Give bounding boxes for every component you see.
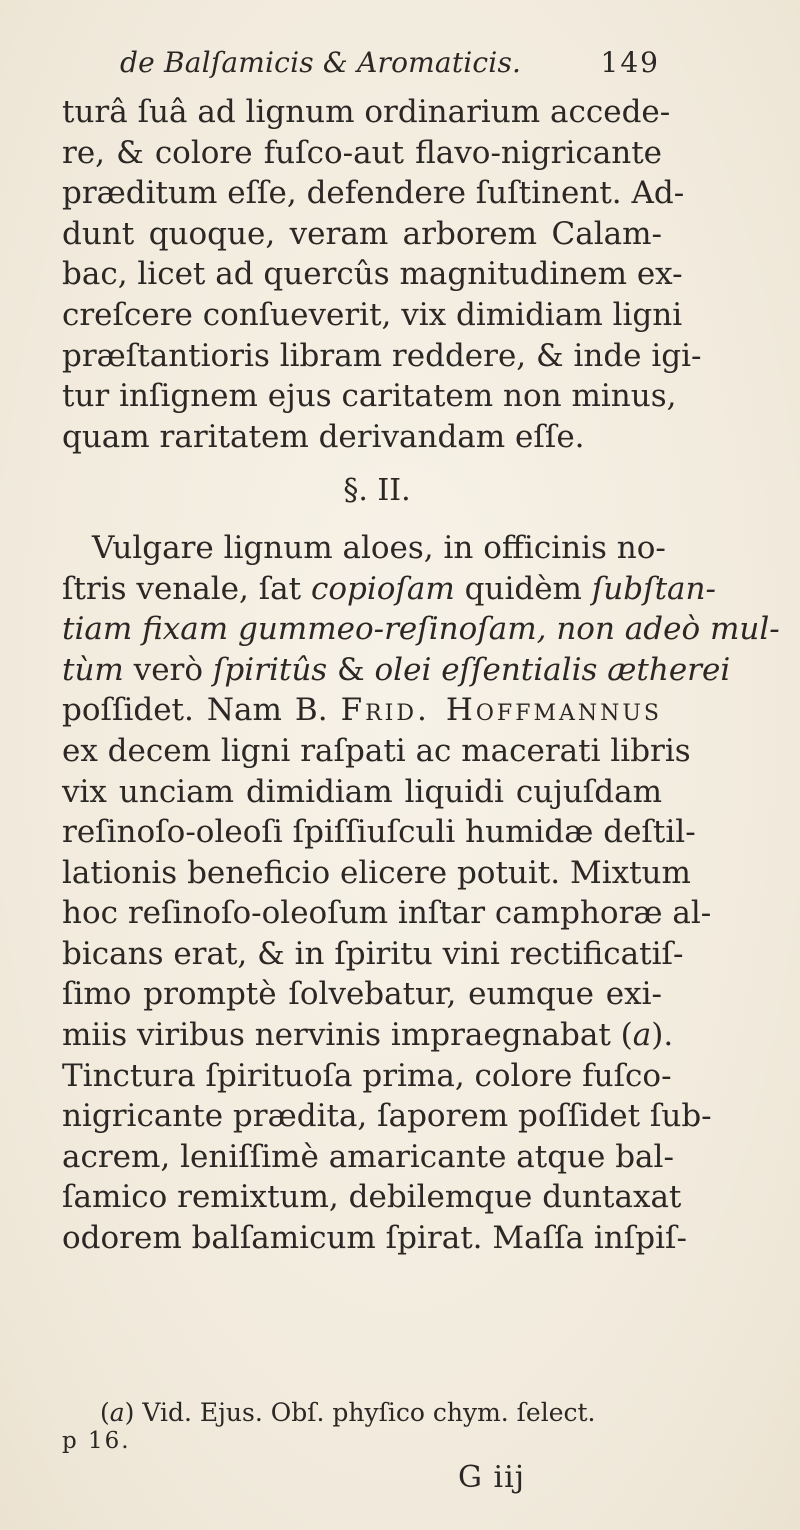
text-run: miis viribus nervinis impraegnabat (: [62, 1017, 633, 1054]
text-run: verò: [123, 651, 213, 688]
section-heading: §. II.: [343, 473, 411, 509]
italic-run: ſubſtan-: [591, 570, 716, 607]
text-line: bac, licet ad quercûs magnitudinem ex-: [62, 256, 683, 293]
text-line: [62, 1015, 674, 1056]
text-line: ſimo promptè ſolvebatur, eumque exi-: [62, 976, 662, 1013]
footnote-reference[interactable]: a: [632, 1017, 652, 1054]
text-line: tiam fixam gummeo-reſinoſam, non adeò mul-: [62, 611, 780, 648]
footnote-marker: a: [109, 1398, 125, 1427]
text-run: ).: [651, 1017, 674, 1054]
italic-run: olei eſſentialis ætherei: [374, 651, 731, 688]
italic-run: copioſam: [310, 570, 455, 607]
text-line: [62, 690, 662, 731]
italic-run: tùm: [62, 651, 124, 688]
page-number: 149: [600, 46, 660, 79]
text-line: re, & colore fuſco-aut flavo-nigricante: [62, 134, 662, 171]
paragraph-1: [62, 92, 702, 457]
text-line: ſamico remixtum, debilemque duntaxat: [62, 1179, 682, 1216]
text-run: &: [327, 651, 375, 688]
footnote-paren: ): [124, 1398, 135, 1427]
author-name: Frid. Hoffmannus: [340, 692, 662, 729]
text-line: quam raritatem derivandam eſſe.: [62, 418, 585, 455]
text-line: reſinoſo-oleoſi ſpiſſiuſculi humidæ deſtil-: [62, 814, 696, 851]
footnote-text: [100, 1398, 660, 1428]
footnote-page-ref: p 16.: [62, 1428, 131, 1454]
text-line: Vulgare lignum aloes, in officinis no-: [92, 529, 666, 566]
text-line: ex decem ligni raſpati ac macerati libris: [62, 732, 691, 769]
text-line: dunt quoque, veram arborem Calam-: [62, 215, 662, 252]
text-line: hoc reſinoſo-oleoſum inſtar camphoræ al-: [62, 895, 712, 932]
text-line: creſcere conſueverit, vix dimidiam ligni: [62, 296, 683, 333]
text-line: lationis beneficio elicere potuit. Mixtum: [62, 854, 691, 891]
text-line: nigricante prædita, ſaporem poſſidet ſub-: [62, 1098, 712, 1135]
footnote-body: Vid. Ejus. Obſ. phyſico chym. ſelect.: [134, 1398, 596, 1427]
text-run: poſſidet. Nam B.: [62, 692, 341, 729]
text-line: vix unciam dimidiam liquidi cujuſdam: [62, 773, 662, 810]
text-line: bicans erat, & in ſpiritu vini rectificatiſ-: [62, 935, 684, 972]
text-line: acrem, leniſſimè amaricante atque bal-: [62, 1138, 674, 1175]
running-head: de Balſamicis & Aromaticis.: [120, 46, 522, 79]
text-line: odorem balſamicum ſpirat. Maſſa inſpiſ-: [62, 1220, 687, 1257]
text-line: præditum eſſe, defendere ſuſtinent. Ad-: [62, 175, 685, 212]
signature-mark: G iij: [458, 1460, 525, 1495]
paragraph-2: [62, 528, 780, 1259]
text-line: [62, 650, 731, 691]
text-run: ſtris venale, ſat: [62, 570, 311, 607]
text-run: quidèm: [454, 570, 592, 607]
text-line: tur inſignem ejus caritatem non minus,: [62, 378, 677, 415]
italic-run: ſpiritûs: [212, 651, 328, 688]
page-header: [120, 46, 660, 90]
text-line: præſtantioris libram reddere, & inde igi-: [62, 337, 702, 374]
text-line: Tinctura ſpirituoſa prima, colore fuſco-: [62, 1057, 672, 1094]
footnote: [100, 1398, 660, 1428]
main-text: [62, 92, 780, 1259]
text-line: turâ ſuâ ad lignum ordinarium accede-: [62, 94, 671, 130]
text-line: [62, 569, 716, 610]
footnote-paren: (: [100, 1398, 110, 1427]
